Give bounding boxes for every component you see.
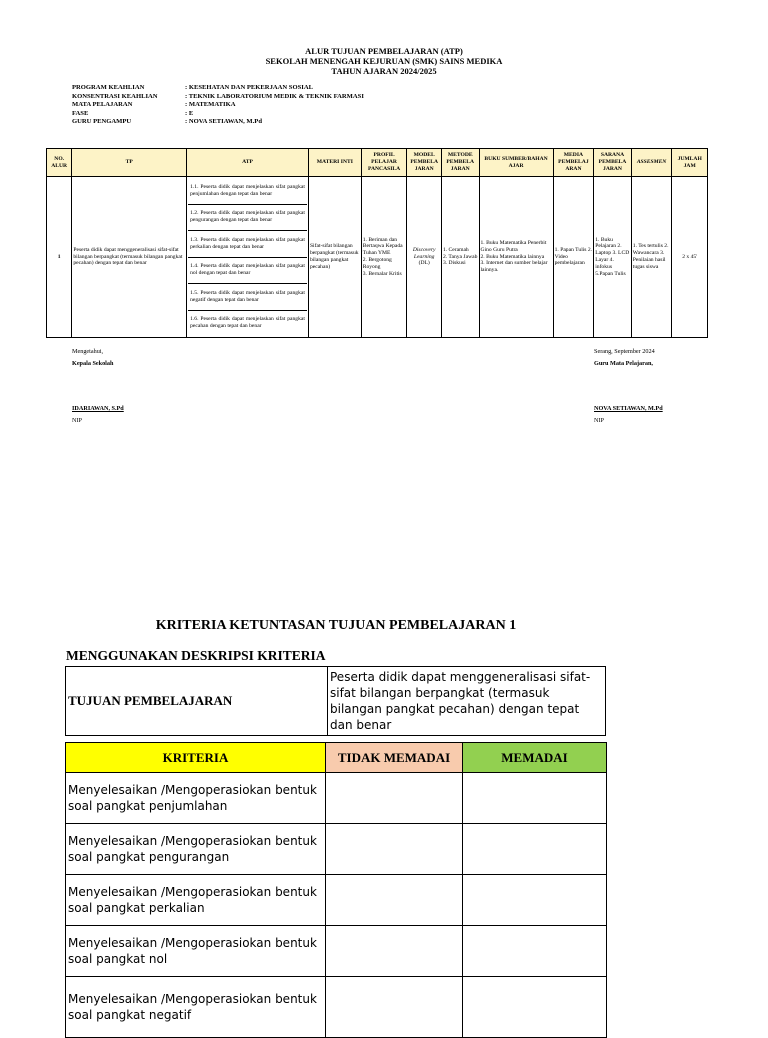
tujuan-box <box>65 666 606 736</box>
tujuan-text: Peserta didik dapat menggeneralisasi sifat-sifat bilangan berpangkat (termasuk bilangan pangkat pecahan) dengan tepat dan benar <box>328 667 606 736</box>
kriteria-cell: Menyelesaikan /Mengoperasiokan bentuk soal pangkat penjumlahan <box>66 773 326 824</box>
sig-left-title: Kepala Sekolah <box>72 360 114 367</box>
info-row <box>72 93 364 102</box>
info-key: PROGRAM KEAHLIAN <box>72 84 145 91</box>
atp-table <box>46 148 708 338</box>
header-memadai: MEMADAI <box>463 743 607 773</box>
atp-item: 1.3. Peserta didik dapat menjelaskan sifat pangkat perkalian dengan tepat dan benar <box>188 231 307 258</box>
academic-year: TAHUN AJARAN 2024/2025 <box>331 66 437 76</box>
info-key: MATA PELAJARAN <box>72 101 133 109</box>
atp-item: 1.5. Peserta didik dapat menjelaskan sifat pangkat negatif dengan tepat dan benar <box>188 284 307 311</box>
table-row <box>66 773 607 824</box>
header-cell: MEDIA PEMBELAJ ARAN <box>553 149 594 177</box>
kriteria-cell: Menyelesaikan /Mengoperasiokan bentuk soal pangkat perkalian <box>66 875 326 926</box>
atp-item: 1.4. Peserta didik dapat menjelaskan sifat pangkat nol dengan tepat dan benar <box>188 258 307 285</box>
school-name: SEKOLAH MENENGAH KEJURUAN (SMK) SAINS MEDIKA <box>265 56 503 66</box>
header-cell: MATERI INTI <box>308 149 361 177</box>
header-cell: ATP <box>187 149 309 177</box>
info-block <box>72 84 364 127</box>
info-row <box>72 84 364 93</box>
sig-right-date: Serang, September 2024 <box>594 348 655 355</box>
cell-assesmen: 1. Tes tertulis 2. Wawancara 3. Penilaian hasil tugas siswa <box>631 177 672 338</box>
cell-profil: 1. Beriman dan Bertaqwa Kepada Tuhan YME 2. Bergotong Royong 3. Bernalar Kritis <box>361 177 407 338</box>
tidak-memadai-cell[interactable] <box>326 926 463 977</box>
kriteria-cell: Menyelesaikan /Mengoperasiokan bentuk soal pangkat negatif <box>66 977 326 1038</box>
atp-item: 1.2. Peserta didik dapat menjelaskan sifat pangkat pengurangan dengan tepat dan benar <box>188 205 307 232</box>
tidak-memadai-cell[interactable] <box>326 773 463 824</box>
kriteria-subtitle: MENGGUNAKAN DESKRIPSI KRITERIA <box>66 648 326 663</box>
header-tidak-memadai: TIDAK MEMADAI <box>326 743 463 773</box>
header-cell: PROFIL PELAJAR PANCASILA <box>361 149 407 177</box>
table-row <box>47 177 708 338</box>
tidak-memadai-cell[interactable] <box>326 977 463 1038</box>
atp-item: 1.6. Peserta didik dapat menjelaskan sifat pangkat pecahan dengan tepat dan benar <box>190 316 305 330</box>
kriteria-title: KRITERIA KETUNTASAN TUJUAN PEMBELAJARAN 1 <box>155 618 517 633</box>
header-cell: BUKU SUMBER/BAHAN AJAR <box>479 149 553 177</box>
cell-media: 1. Papan Tulis 2. Video pembelajaran <box>553 177 594 338</box>
kriteria-cell: Menyelesaikan /Mengoperasiokan bentuk soal pangkat pengurangan <box>66 824 326 875</box>
cell-sarana: 1. Buku Pelajaran 2. Laptop 3. LCD Layar 4. infokus 5.Papan Tulis <box>594 177 632 338</box>
info-key: KONSENTRASI KEAHLIAN <box>72 92 158 100</box>
cell-tp: Peserta didik dapat menggeneralisasi sifat-sifat bilangan berpangkat (termasuk bilangan pangkat pecahan) dengan tepat dan benar <box>72 177 187 338</box>
cell-no: 1 <box>47 177 72 338</box>
tujuan-label: TUJUAN PEMBELAJARAN <box>66 667 328 736</box>
info-value: : MATEMATIKA <box>185 101 236 109</box>
sig-right-nip: NIP <box>594 417 604 424</box>
info-value: : NOVA SETIAWAN, M.Pd <box>185 118 263 126</box>
cell-atp <box>187 177 309 338</box>
memadai-cell[interactable] <box>463 824 607 875</box>
kriteria-header-row <box>66 743 607 773</box>
header-cell: TP <box>72 149 187 177</box>
info-value: : TEKNIK LABORATORIUM MEDIK & TEKNIK FARMASI <box>185 92 364 100</box>
kriteria-table <box>65 742 607 1038</box>
header-cell: METODE PEMBELA JARAN <box>441 149 479 177</box>
info-key: FASE <box>72 109 89 117</box>
header-cell: ASSESMEN <box>631 149 672 177</box>
cell-metode: 1. Ceramah 2. Tanya Jawab 3. Diskusi <box>441 177 479 338</box>
sig-right-title: Guru Mata Pelajaran, <box>594 360 653 367</box>
info-row <box>72 101 364 110</box>
tidak-memadai-cell[interactable] <box>326 824 463 875</box>
cell-jam: 2 x 45' <box>672 177 708 338</box>
atp-header-row <box>47 149 708 177</box>
cell-model <box>407 177 442 338</box>
cell-buku: 1. Buku Matematika Penerbit Gino Guru Putra 2. Buku Matematika lainnya 3. Internet dan sumber belajar lainnya. <box>479 177 553 338</box>
header-cell: MODEL PEMBELA JARAN <box>407 149 442 177</box>
memadai-cell[interactable] <box>463 977 607 1038</box>
info-row <box>72 110 364 119</box>
header-kriteria: KRITERIA <box>66 743 326 773</box>
tidak-memadai-cell[interactable] <box>326 875 463 926</box>
table-row <box>66 824 607 875</box>
model-name: Discovery Learning <box>412 246 436 260</box>
header-cell: NO. ALUR <box>47 149 72 177</box>
memadai-cell[interactable] <box>463 875 607 926</box>
table-row <box>66 875 607 926</box>
sig-left-nip: NIP <box>72 417 82 424</box>
kriteria-cell: Menyelesaikan /Mengoperasiokan bentuk soal pangkat nol <box>66 926 326 977</box>
header-cell: SARANA PEMBELA JARAN <box>594 149 632 177</box>
tujuan-row <box>66 667 606 736</box>
table-row <box>66 977 607 1038</box>
info-row <box>72 118 364 127</box>
memadai-cell[interactable] <box>463 926 607 977</box>
sig-right-name: NOVA SETIAWAN, M.Pd <box>594 405 663 412</box>
info-value: : E <box>185 109 194 117</box>
doc-title: ALUR TUJUAN PEMBELAJARAN (ATP) <box>305 46 463 56</box>
info-value: : KESEHATAN DAN PEKERJAAN SOSIAL <box>185 84 313 91</box>
info-key: GURU PENGAMPU <box>72 118 132 126</box>
memadai-cell[interactable] <box>463 773 607 824</box>
sig-left-label: Mengetahui, <box>72 348 104 355</box>
table-row <box>66 926 607 977</box>
header-cell: JUMLAH JAM <box>672 149 708 177</box>
model-suffix: (DL) <box>418 260 430 267</box>
atp-item: 1.1. Peserta didik dapat menjelaskan sifat pangkat penjumlahan dengan tepat dan benar <box>188 178 307 205</box>
sig-left-name: IDARIAWAN, S.Pd <box>72 405 124 412</box>
cell-materi: Sifat-sifat bilangan berpangkat (termasuk bilangan pangkat pecahan) <box>308 177 361 338</box>
